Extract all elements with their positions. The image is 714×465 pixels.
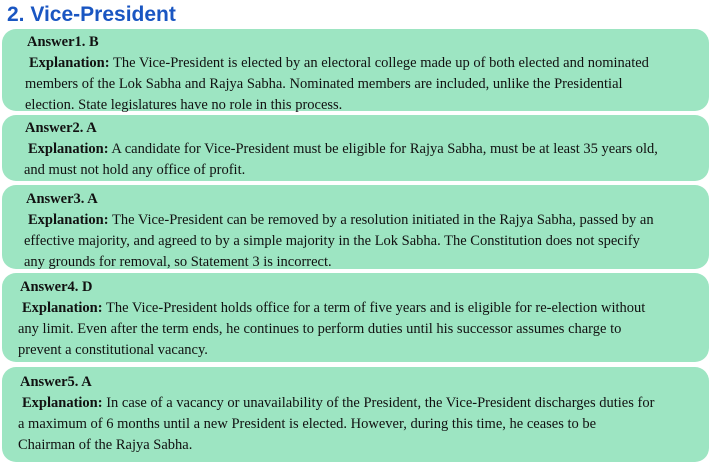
explanation-line (18, 393, 697, 414)
explanation-line: election. State legislatures have no role in this process. (25, 97, 343, 113)
explanation-line (24, 210, 697, 231)
explanation-text: The Vice-President holds office for a term of five years and is eligible for re-election without (102, 300, 646, 316)
explanation-line: a maximum of 6 months until a new President is elected. However, during this time, he ceases to be (18, 416, 597, 432)
explanation-text: In case of a vacancy or unavailability of the President, the Vice-President discharges duties for (102, 395, 655, 411)
explanation-line: effective majority, and agreed to by a simple majority in the Lok Sabha. The Constitution does not specify (24, 233, 640, 249)
explanation-line: any limit. Even after the term ends, he continues to perform duties until his successor assumes charge to (18, 321, 622, 337)
explanation-line: any grounds for removal, so Statement 3 is incorrect. (24, 254, 332, 270)
answer-card-4 (2, 273, 709, 362)
explanation-line (18, 298, 697, 319)
answer-card-2 (2, 115, 709, 181)
answer-label: Answer3. A (26, 191, 98, 207)
explanation-text: The Vice-President can be removed by a resolution initiated in the Rajya Sabha, passed by an (108, 212, 654, 228)
page-title: 2. Vice-President (7, 3, 176, 26)
explanation-label: Explanation: (29, 55, 110, 71)
explanation-line (24, 139, 697, 160)
answer-card-5 (2, 367, 709, 462)
answer-card-3 (2, 185, 709, 269)
explanation-label: Explanation: (22, 395, 103, 411)
explanation-line: prevent a constitutional vacancy. (18, 342, 208, 358)
explanation-label: Explanation: (28, 212, 109, 228)
answer-label: Answer5. A (20, 374, 92, 390)
answer-label: Answer1. B (27, 34, 99, 50)
explanation-line: and must not hold any office of profit. (24, 162, 246, 178)
explanation-text: A candidate for Vice-President must be eligible for Rajya Sabha, must be at least 35 years old, (108, 141, 658, 157)
explanation-label: Explanation: (22, 300, 103, 316)
answer-label: Answer4. D (20, 279, 93, 295)
explanation-line: members of the Lok Sabha and Rajya Sabha. Nominated members are included, unlike the Presidential (25, 76, 623, 92)
explanation-label: Explanation: (28, 141, 109, 157)
answer-card-1 (2, 29, 709, 111)
explanation-line: Chairman of the Rajya Sabha. (18, 437, 193, 453)
explanation-line (25, 53, 697, 74)
explanation-text: The Vice-President is elected by an electoral college made up of both elected and nominated (109, 55, 649, 71)
answer-label: Answer2. A (25, 120, 97, 136)
